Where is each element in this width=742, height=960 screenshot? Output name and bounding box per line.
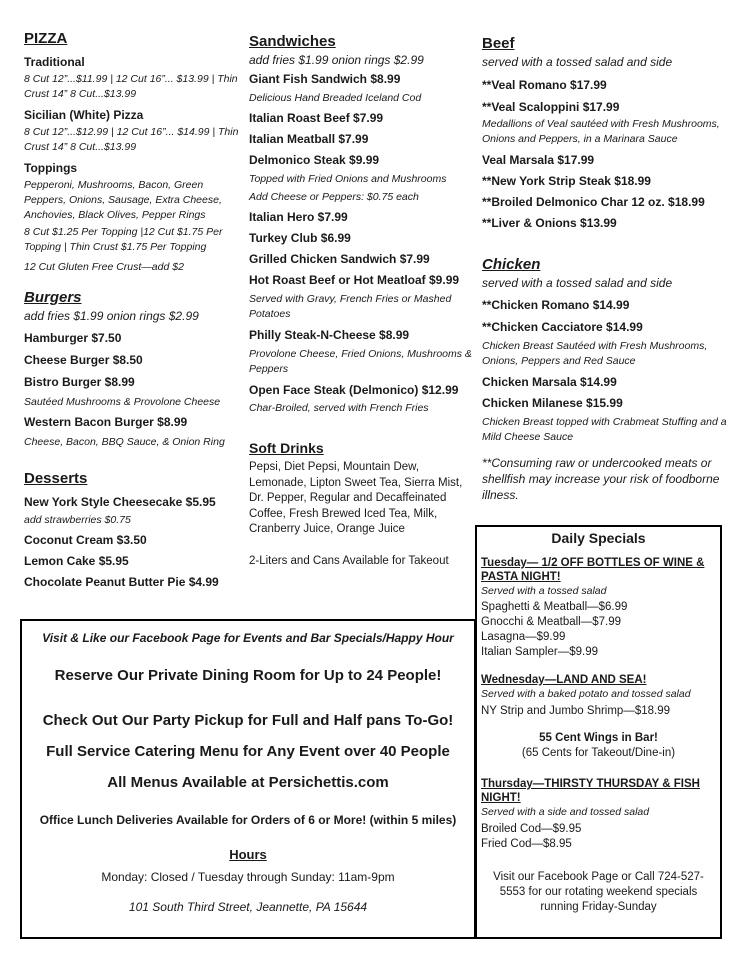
sandwich-giant-fish-desc: Delicious Hand Breaded Iceland Cod: [249, 92, 422, 104]
hours-text: Monday: Closed / Tuesday through Sunday: 11am-9pm: [101, 870, 395, 884]
sandwich-delmonico-addon: Add Cheese or Peppers: $0.75 each: [249, 191, 419, 203]
beef-veal-romano: **Veal Romano $17.99: [482, 78, 607, 92]
traditional-pizza-name: Traditional: [24, 55, 85, 69]
sandwiches-drinks-column: [249, 33, 474, 569]
wednesday-note: Served with a baked potato and tossed salad: [481, 688, 691, 700]
chicken-heading: Chicken: [482, 256, 541, 273]
wings-takeout-note: (65 Cents for Takeout/Dine-in): [521, 747, 676, 759]
dessert-cheesecake-note: add strawberries $0.75: [24, 514, 131, 526]
chicken-note: served with a tossed salad and side: [482, 276, 673, 290]
dessert-coconut: Coconut Cream $3.50: [24, 533, 147, 547]
thursday-item-broiled-cod: Broiled Cod—$9.95: [481, 823, 582, 835]
sandwich-hot-roast: Hot Roast Beef or Hot Meatloaf $9.99: [249, 273, 460, 287]
tuesday-item-gnocchi: Gnocchi & Meatball—$7.99: [481, 616, 621, 628]
sandwich-open-face-desc: Char-Broiled, served with French Fries: [249, 402, 429, 414]
toppings-heading: Toppings: [24, 161, 78, 175]
toppings-list: Pepperoni, Mushrooms, Bacon, Green Peppers, Onions, Sausage, Extra Cheese, Anchovies, Black Olives, Pepper Rings: [24, 179, 222, 221]
sandwich-delmonico-desc: Topped with Fried Onions and Mushrooms: [249, 173, 447, 185]
gluten-free-note: 12 Cut Gluten Free Crust—add $2: [24, 261, 184, 273]
restaurant-info-box: [20, 619, 476, 939]
desserts-heading: Desserts: [24, 470, 88, 487]
chicken-milanese-desc: Chicken Breast topped with Crabmeat Stuffing and a Mild Cheese Sauce: [482, 416, 727, 443]
soft-drinks-heading: Soft Drinks: [249, 440, 324, 456]
beef-delmonico-char: **Broiled Delmonico Char 12 oz. $18.99: [482, 195, 705, 209]
sicilian-pizza-name: Sicilian (White) Pizza: [24, 108, 144, 122]
beef-veal-marsala: Veal Marsala $17.99: [482, 153, 595, 167]
burger-item-cheese: Cheese Burger $8.50: [24, 353, 143, 367]
burger-item-western-desc: Cheese, Bacon, BBQ Sauce, & Onion Ring: [24, 436, 225, 448]
lunch-delivery-promo: Office Lunch Deliveries Available for Orders of 6 or More! (within 5 miles): [39, 813, 457, 827]
sandwich-hot-roast-desc: Served with Gravy, French Fries or Mashed Potatoes: [249, 293, 452, 320]
dessert-cheesecake: New York Style Cheesecake $5.95: [24, 495, 216, 509]
sandwich-grilled-chicken: Grilled Chicken Sandwich $7.99: [249, 252, 430, 266]
sandwich-roast-beef: Italian Roast Beef $7.99: [249, 111, 384, 125]
sandwich-philly-desc: Provolone Cheese, Fried Onions, Mushrooms & Peppers: [249, 348, 472, 375]
burgers-note: add fries $1.99 onion rings $2.99: [24, 309, 199, 323]
facebook-promo: Visit & Like our Facebook Page for Events and Bar Specials/Happy Hour: [42, 631, 454, 645]
hours-heading: Hours: [229, 847, 267, 862]
beef-heading: Beef: [482, 35, 515, 52]
sandwich-turkey: Turkey Club $6.99: [249, 231, 351, 245]
pizza-burgers-desserts-column: [24, 30, 242, 592]
raw-food-warning: **Consuming raw or undercooked meats or shellfish may increase your risk of foodborne illness.: [482, 456, 720, 502]
beef-veal-scaloppini-desc: Medallions of Veal sautéed with Fresh Mushrooms, Onions and Peppers, in a Marinara Sauce: [482, 118, 720, 145]
sandwich-giant-fish: Giant Fish Sandwich $8.99: [249, 72, 401, 86]
chicken-romano: **Chicken Romano $14.99: [482, 298, 630, 312]
soft-drinks-list: Pepsi, Diet Pepsi, Mountain Dew, Lemonade, Lipton Sweet Tea, Sierra Mist, Dr. Pepper, Regular and Decaffeinated Coffee, Fresh Brewed Iced Tea, Milk, Cranberry Juice, Orange Juice: [249, 461, 463, 535]
menus-website-promo: All Menus Available at Persichettis.com: [107, 774, 389, 791]
chicken-cacciatore-desc: Chicken Breast Sautéed with Fresh Mushrooms, Onions, Peppers and Red Sauce: [482, 340, 708, 367]
sandwich-delmonico: Delmonico Steak $9.99: [249, 153, 380, 167]
sandwich-hero: Italian Hero $7.99: [249, 210, 348, 224]
soft-drinks-takeout: 2-Liters and Cans Available for Takeout: [249, 554, 449, 567]
party-pickup-promo: Check Out Our Party Pickup for Full and Half pans To-Go!: [42, 712, 454, 729]
catering-promo: Full Service Catering Menu for Any Event over 40 People: [46, 743, 450, 760]
wednesday-item-strip-shrimp: NY Strip and Jumbo Shrimp—$18.99: [481, 705, 670, 717]
burgers-heading: Burgers: [24, 289, 82, 306]
burger-item-bistro-desc: Sautéed Mushrooms & Provolone Cheese: [24, 396, 221, 408]
thursday-heading: Thursday—THIRSTY THURSDAY & FISH NIGHT!: [481, 778, 700, 804]
sandwiches-note: add fries $1.99 onion rings $2.99: [249, 53, 424, 67]
pizza-heading: PIZZA: [24, 30, 68, 47]
burger-item-western: Western Bacon Burger $8.99: [24, 415, 188, 429]
beef-liver: **Liver & Onions $13.99: [482, 216, 617, 230]
beef-note: served with a tossed salad and side: [482, 55, 673, 69]
sandwiches-heading: Sandwiches: [249, 33, 336, 50]
wings-special: 55 Cent Wings in Bar!: [539, 732, 658, 744]
private-room-promo: Reserve Our Private Dining Room for Up to 24 People!: [54, 667, 442, 684]
sandwich-open-face: Open Face Steak (Delmonico) $12.99: [249, 383, 459, 397]
burger-item-bistro: Bistro Burger $8.99: [24, 375, 135, 389]
weekend-specials-note: Visit our Facebook Page or Call 724-527-5553 for our rotating weekend specials running Friday-Sunday: [493, 871, 704, 913]
sandwich-philly: Philly Steak-N-Cheese $8.99: [249, 328, 410, 342]
tuesday-item-spaghetti: Spaghetti & Meatball—$6.99: [481, 601, 628, 613]
beef-chicken-column: [482, 35, 727, 507]
thursday-note: Served with a side and tossed salad: [481, 806, 650, 818]
sicilian-pizza-prices: 8 Cut 12”...$12.99 | 12 Cut 16”... $14.99 | Thin Crust 14” 8 Cut...$13.99: [24, 126, 239, 153]
sandwich-meatball: Italian Meatball $7.99: [249, 132, 369, 146]
burger-item-hamburger: Hamburger $7.50: [24, 331, 122, 345]
chicken-marsala: Chicken Marsala $14.99: [482, 375, 617, 389]
beef-ny-strip: **New York Strip Steak $18.99: [482, 174, 651, 188]
thursday-item-fried-cod: Fried Cod—$8.95: [481, 838, 572, 850]
traditional-pizza-prices: 8 Cut 12”...$11.99 | 12 Cut 16”... $13.99 | Thin Crust 14” 8 Cut...$13.99: [24, 73, 238, 100]
tuesday-item-sampler: Italian Sampler—$9.99: [481, 646, 598, 658]
chicken-milanese: Chicken Milanese $15.99: [482, 396, 623, 410]
address-text: 101 South Third Street, Jeannette, PA 15644: [128, 900, 368, 914]
tuesday-item-lasagna: Lasagna—$9.99: [481, 631, 566, 643]
toppings-prices: 8 Cut $1.25 Per Topping |12 Cut $1.75 Per Topping | Thin Crust $1.75 Per Topping: [24, 226, 223, 253]
tuesday-heading: Tuesday— 1/2 OFF BOTTLES OF WINE & PASTA NIGHT!: [481, 557, 705, 583]
daily-specials-box: [475, 525, 722, 939]
tuesday-note: Served with a tossed salad: [481, 585, 607, 597]
daily-specials-heading: Daily Specials: [551, 530, 646, 546]
dessert-pb-pie: Chocolate Peanut Butter Pie $4.99: [24, 575, 219, 589]
dessert-lemon: Lemon Cake $5.95: [24, 554, 129, 568]
beef-veal-scaloppini: **Veal Scaloppini $17.99: [482, 100, 620, 114]
wednesday-heading: Wednesday—LAND AND SEA!: [481, 674, 647, 686]
chicken-cacciatore: **Chicken Cacciatore $14.99: [482, 320, 643, 334]
